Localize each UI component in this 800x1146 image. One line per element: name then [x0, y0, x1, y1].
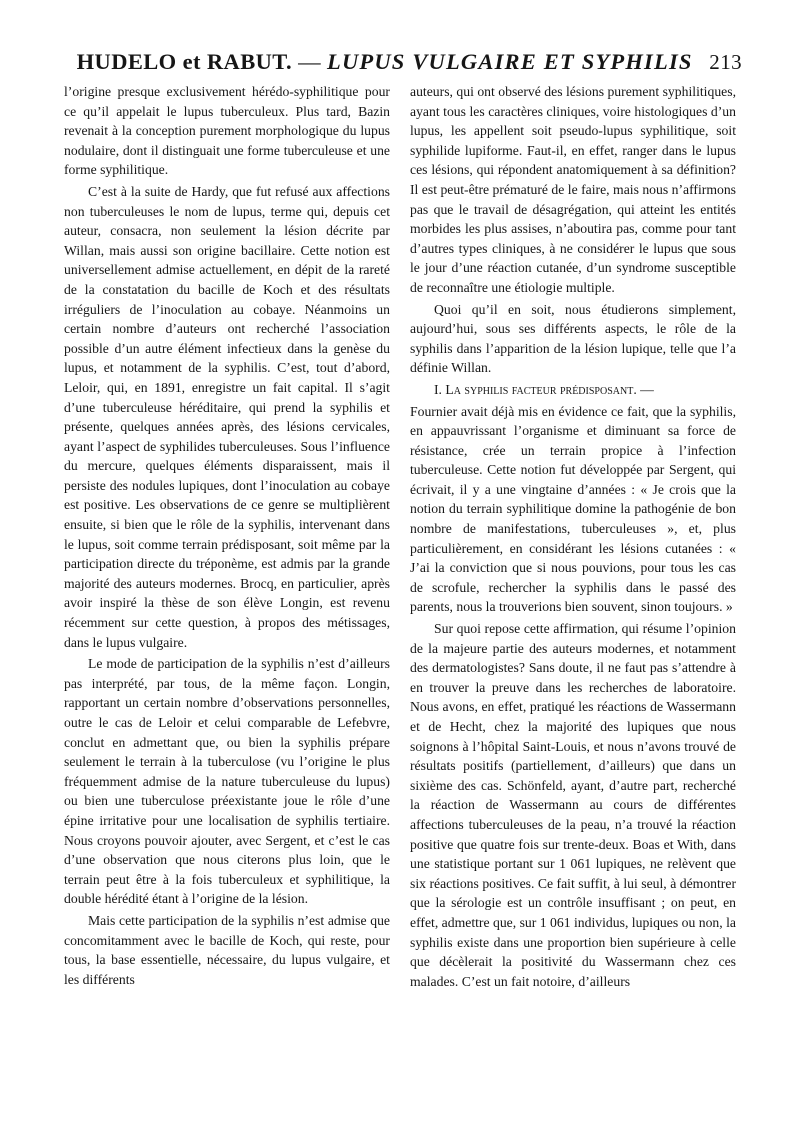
left-paragraph-1: l’origine presque exclusivement hérédo-syphilitique pour ce qu’il appelait le lupus tuberculeux. Plus tard, Bazin revenait à la conception purement morphologique du lupus nodulaire, dont il distinguait une forme tuberculeuse et une forme syphilitique.: [64, 84, 390, 178]
section-heading-paragraph: [410, 380, 736, 400]
section-title: I. La syphilis facteur prédisposant.: [434, 381, 637, 397]
left-paragraph-3: Le mode de participation de la syphilis n’est d’ailleurs pas interprété, par tous, de la même façon. Longin, rapportant un certain nombre d’observations personnelles, outre le cas de Leloir et celui comparable de Lefebvre, conclut en admettant que, ou bien la syphilis prépare seulement le terrain à la tuberculose (vu l’origine le plus fréquemment admise de la nature tuberculeuse du lupus) ou bien une tuberculose préexistante joue le rôle d’une épine irritative pour une localisation de syphilis tertiaire. Nous croyons pouvoir ajouter, avec Sergent, et c’est le cas d’une observation que nous citerons plus loin, que le terrain peut être à la fois tuberculeux et syphilitique, la double hérédité étant à l’origine de la lésion.: [64, 656, 390, 907]
header-topic: LUPUS VULGAIRE ET SYPHILIS: [327, 49, 693, 74]
page-number: 213: [709, 49, 742, 74]
left-column: [64, 82, 390, 991]
running-header: [70, 42, 742, 82]
right-paragraph-2: Quoi qu’il en soit, nous étudierons simplement, aujourd’hui, sous ses différents aspects, le rôle de la syphilis dans l’apparition de la lésion lupique, telle que l’a définie Willan.: [410, 301, 736, 376]
left-paragraph-4: Mais cette participation de la syphilis n’est admise que concomitamment avec le bacille de Koch, qui reste, pour tous, la base essentielle, nécessaire, du lupus vulgaire, et les différents: [64, 912, 390, 987]
header-dash: —: [298, 49, 321, 74]
right-column: [410, 82, 736, 993]
left-paragraph-2: C’est à la suite de Hardy, que fut refusé aux affections non tuberculeuses le nom de lupus, terme qui, depuis cet auteur, consacra, non seulement la lésion décrite par Willan, mais aussi son origine bacillaire. Cette notion est universellement admise actuellement, en dépit de la rareté de la constatation du bacille de Koch et des résultats irréguliers de l’inoculation au cobaye. Néanmoins un certain nombre d’auteurs ont recherché l’association possible d’un autre élément infectieux dans la genèse du lupus, et notamment de la syphilis. C’est, tout d’abord, Leloir, qui, en 1891, enregistre un fait capital. Il s’agit d’une tuberculeuse héréditaire, qui prend la syphilis et présente, quelques années après, des lésions cervicales, ayant l’aspect de syphilides tuberculeuses. Sous l’influence du mercure, quelques éléments disparaissent, mais il persiste des nodules lupiques, dont l’inoculation au cobaye est positive. Les observations de ce genre se multiplièrent ensuite, si bien que le rôle de la syphilis, intervenant dans le lupus, soit comme terrain prédisposant, soit même par la participation directe du tréponème, est admis par la grande majorité des auteurs modernes. Brocq, en particulier, après avoir inspiré la thèse de son élève Longin, est revenu récemment sur cette question, à propos des métissages, dans le lupus vulgaire.: [64, 183, 390, 650]
right-paragraph-4: Sur quoi repose cette affirmation, qui résume l’opinion de la majeure partie des auteurs modernes, et notamment des dermatologistes? Sans doute, il ne faut pas s’attendre à en trouver la preuve dans les recherches de laboratoire. Nous avons, en effet, pratiqué les réactions de Wassermann et de Hecht, chez la majorité des lupiques que nous soignons à l’hôpital Saint-Louis, et nous n’avons trouvé de résultats positifs (partiellement, d’ailleurs) que dans un sixième des cas. Schönfeld, ayant, d’autre part, recherché la réaction de Wassermann au cours de différentes affections tuberculeuses de la peau, n’a trouvé la réaction positive que quatre fois sur trente-deux. Boas et With, dans une statistique portant sur 1 061 lupiques, ne relèvent que six réactions positives. Ce fait suffit, à lui seul, à démontrer que la sérologie est un contrôle insuffisant ; on peut, en effet, admettre que, sur 1 061 individus, lupiques ou non, la syphilis existe dans une proportion bien supérieure à celle que décèlerait la positivité du Wassermann chez ces malades. C’est un fait notoire, d’ailleurs: [410, 621, 736, 989]
right-paragraph-3: Fournier avait déjà mis en évidence ce fait, que la syphilis, en appauvrissant l’organisme et diminuant sa force de résistance, crée un terrain propice à l’infection tuberculeuse. Cette notion fut développée par Sergent, qui écrivait, il y a une vingtaine d’années : « Je crois que la notion du terrain syphilitique domine la pathogénie de bon nombre de manifestations, tuberculeuses », et, plus particulièrement, en considérant les lésions cutanées : « J’ai la conviction que si nous pouvions, pour tous les cas de scrofule, rechercher la syphilis dans le passé des parents, nous la trouverions bien souvent, sinon toujours. »: [410, 403, 736, 615]
header-authors: HUDELO et RABUT.: [76, 49, 293, 74]
running-title: [70, 49, 699, 75]
section-dash: —: [640, 381, 654, 397]
right-paragraph-1: auteurs, qui ont observé des lésions purement syphilitiques, ayant tous les caractères cliniques, voire histologiques d’un lupus, les appellent soit pseudo-lupus syphilitique, soit syphilide lupiforme. Faut-il, en effet, ranger dans le lupus ces lésions, qui répondent anatomiquement à sa définition? Il est peut-être prématuré de le faire, mais nous n’affirmons pas que le travail de désagrégation, qui atteint les entités morbides les plus assises, n’aboutira pas, comme pour tant d’autres types cliniques, à ne considérer le lupus que sous le jour d’une réaction cutanée, d’un syndrome susceptible de reconnaître une étiologie multiple.: [410, 84, 736, 295]
